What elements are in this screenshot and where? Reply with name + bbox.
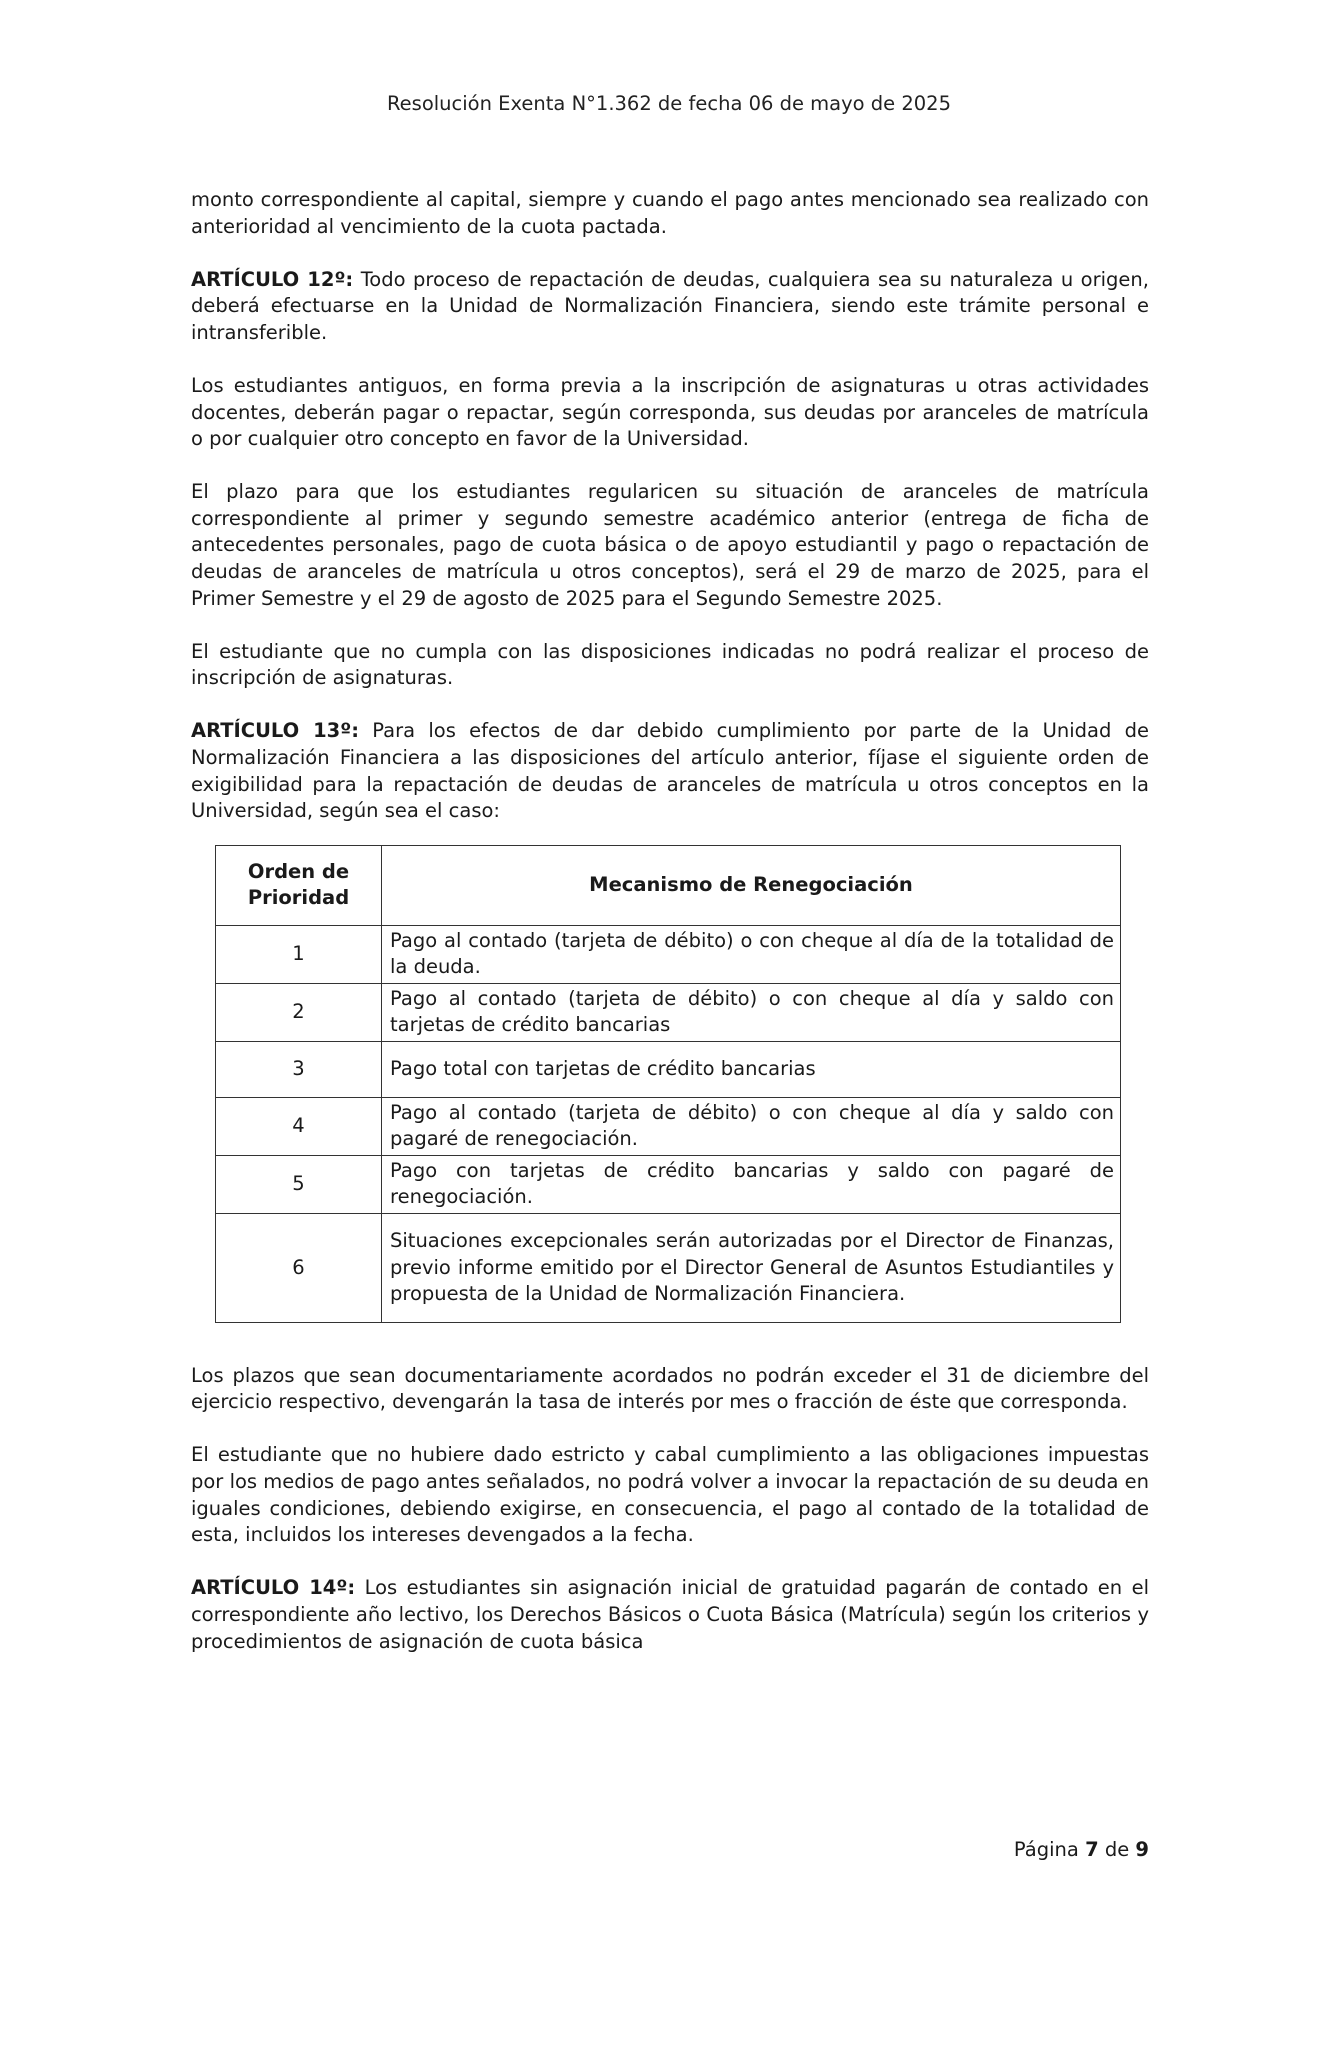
table-row [216, 1041, 1121, 1097]
table-row [216, 925, 1121, 983]
paragraph-plazo: El plazo para que los estudiantes regularicen su situación de aranceles de matrícula correspondiente al primer y segundo semestre académico anterior (entrega de ficha de antecedentes personales, pago de cuota básica o de apoyo estudiantil y pago o repactación de deudas de aranceles de matrícula u otros conceptos), será el 29 de marzo de 2025, para el Primer Semestre y el 29 de agosto de 2025 para el Segundo Semestre 2025. [191, 480, 1149, 610]
article-13-text: Para los efectos de dar debido cumplimiento por parte de la Unidad de Normalización Financiera a las disposiciones del artículo anterior, fíjase el siguiente orden de exigibilidad para la repactación de deudas de aranceles de matrícula u otros conceptos en la Universidad, según sea el caso: [191, 719, 1149, 823]
of-word: de [1104, 1838, 1130, 1861]
priority-number: 2 [216, 983, 382, 1041]
table-header-row [216, 845, 1121, 925]
mechanism-text: Situaciones excepcionales serán autorizadas por el Director de Finanzas, previo informe emitido por el Director General de Asuntos Estudiantiles y propuesta de la Unidad de Normalización Financiera. [382, 1213, 1121, 1322]
priority-number: 4 [216, 1097, 382, 1155]
page-header: Resolución Exenta N°1.362 de fecha 06 de mayo de 2025 [387, 92, 951, 115]
paragraph-plazos: Los plazos que sean documentariamente acordados no podrán exceder el 31 de diciembre del ejercicio respectivo, devengarán la tasa de interés por mes o fracción de éste que corresponda. [191, 1363, 1149, 1414]
renegotiation-table [215, 845, 1121, 1323]
mechanism-text: Pago al contado (tarjeta de débito) o con cheque al día y saldo con pagaré de renegociación. [382, 1097, 1121, 1155]
article-13-label: ARTÍCULO 13º: [191, 719, 360, 743]
header-mechanism: Mecanismo de Renegociación [382, 845, 1121, 925]
header-order-priority: Orden de Prioridad [216, 845, 382, 925]
article-12-label: ARTÍCULO 12º: [191, 267, 354, 291]
paragraph-articulo-12 [191, 267, 1149, 347]
document-body [191, 187, 1149, 1682]
priority-number: 1 [216, 925, 382, 983]
mechanism-text: Pago al contado (tarjeta de débito) o con cheque al día y saldo con tarjetas de crédito bancarias [382, 983, 1121, 1041]
page-word: Página [1013, 1838, 1079, 1861]
page-total: 9 [1135, 1838, 1149, 1861]
priority-number: 3 [216, 1041, 382, 1097]
paragraph-articulo-13 [191, 718, 1149, 824]
article-14-text: Los estudiantes sin asignación inicial de gratuidad pagarán de contado en el correspondiente año lectivo, los Derechos Básicos o Cuota Básica (Matrícula) según los criterios y procedimientos de asignación de cuota básica [191, 1576, 1149, 1653]
priority-number: 5 [216, 1155, 382, 1213]
paragraph-articulo-14 [191, 1575, 1149, 1655]
article-14-label: ARTÍCULO 14º: [191, 1576, 356, 1600]
mechanism-text: Pago con tarjetas de crédito bancarias y saldo con pagaré de renegociación. [382, 1155, 1121, 1213]
article-12-text: Todo proceso de repactación de deudas, cualquiera sea su naturaleza u origen, deberá efectuarse en la Unidad de Normalización Financiera, siendo este trámite personal e intransferible. [191, 267, 1149, 344]
table-row [216, 1097, 1121, 1155]
paragraph-obligaciones: El estudiante que no hubiere dado estricto y cabal cumplimiento a las obligaciones impuestas por los medios de pago antes señalados, no podrá volver a invocar la repactación de su deuda en iguales condiciones, debiendo exigirse, en consecuencia, el pago al contado de la totalidad de esta, incluidos los intereses devengados a la fecha. [191, 1443, 1149, 1547]
page-current: 7 [1085, 1838, 1099, 1861]
table-row [216, 1155, 1121, 1213]
paragraph-incumplimiento: El estudiante que no cumpla con las disposiciones indicadas no podrá realizar el proceso de inscripción de asignaturas. [191, 639, 1149, 690]
table-row [216, 1213, 1121, 1322]
mechanism-text: Pago al contado (tarjeta de débito) o con cheque al día de la totalidad de la deuda. [382, 925, 1121, 983]
paragraph-capital: monto correspondiente al capital, siempre y cuando el pago antes mencionado sea realizado con anterioridad al vencimiento de la cuota pactada. [191, 188, 1149, 238]
paragraph-estudiantes-antiguos: Los estudiantes antiguos, en forma previa a la inscripción de asignaturas u otras actividades docentes, deberán pagar o repactar, según corresponda, sus deudas por aranceles de matrícula o por cualquier otro concepto en favor de la Universidad. [191, 373, 1149, 451]
mechanism-text: Pago total con tarjetas de crédito bancarias [382, 1041, 1121, 1097]
table-row [216, 983, 1121, 1041]
page-footer [0, 1838, 1149, 1861]
priority-number: 6 [216, 1213, 382, 1322]
